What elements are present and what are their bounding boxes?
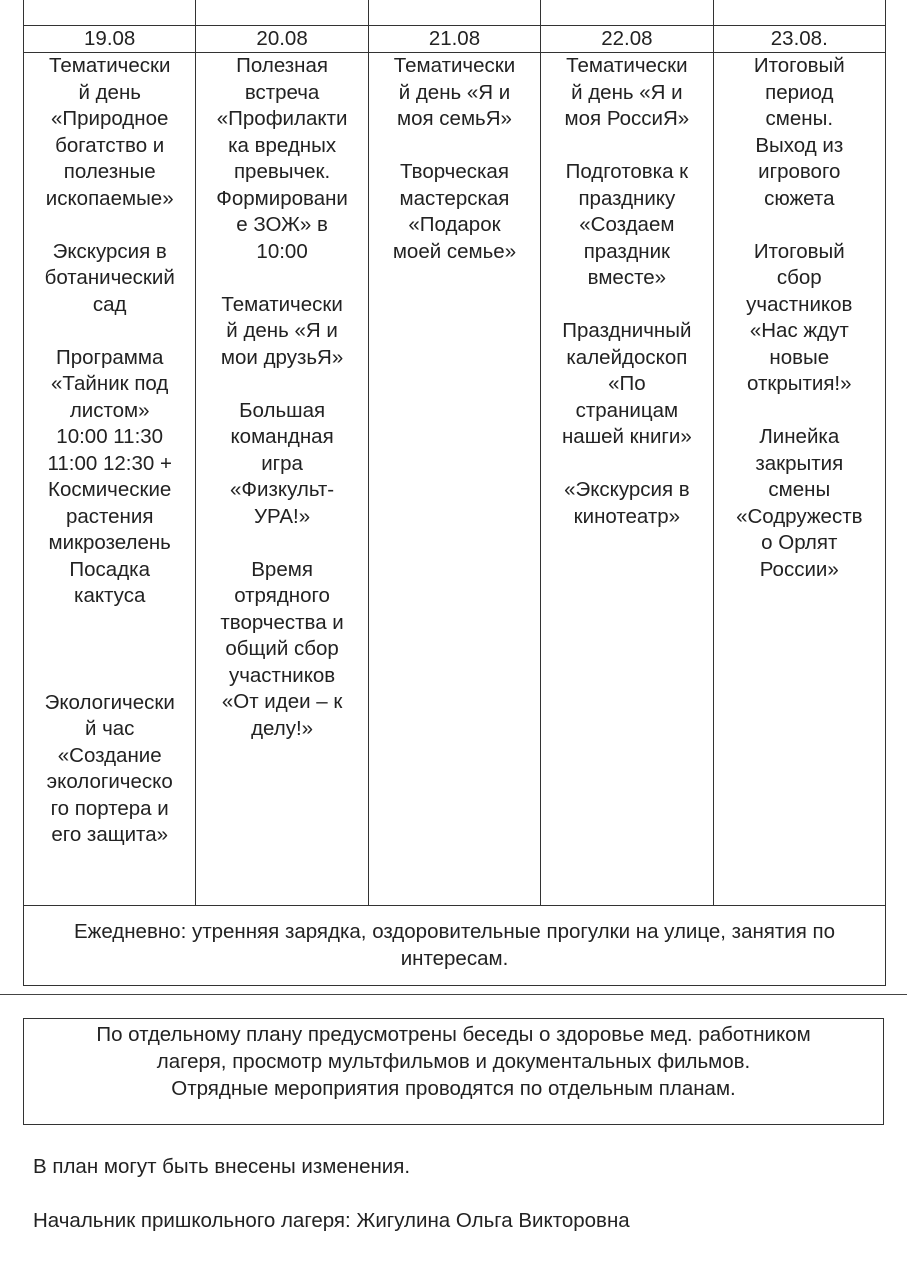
- activity-line: моя семьЯ»: [397, 107, 512, 130]
- activity-line: е ЗОЖ» в: [236, 213, 328, 236]
- activity-line: нашей книги»: [561, 425, 692, 448]
- activity-line: сад: [92, 292, 127, 316]
- activity-line: командная: [230, 425, 334, 448]
- day-cell-22-08: [541, 53, 713, 906]
- activity-line: «Тайник под: [51, 372, 169, 395]
- activity-block: [28, 345, 191, 610]
- activity-line: микрозелень: [48, 531, 171, 554]
- activity-line: Формировани: [216, 186, 348, 210]
- activity-line: й день «Я и: [226, 319, 338, 342]
- activity-block: [545, 53, 708, 133]
- activity-line: «От идеи – к: [221, 690, 343, 713]
- block-spacer: [28, 610, 191, 690]
- activity-block: [718, 424, 881, 583]
- activity-line: России»: [759, 557, 839, 581]
- activity-line: о Орлят: [761, 531, 838, 554]
- activity-line: Полезная: [236, 54, 328, 77]
- block-spacer: [718, 212, 881, 239]
- activity-block: [545, 159, 708, 292]
- block-spacer: [545, 133, 708, 160]
- date-row: [24, 26, 886, 53]
- activity-line: й день «Я и: [571, 80, 683, 104]
- day-cell-23-08: [713, 53, 885, 906]
- daily-row: [24, 906, 886, 986]
- activity-line: Программа: [55, 345, 164, 369]
- activity-block: [28, 239, 191, 319]
- block-spacer: [545, 451, 708, 478]
- block-spacer: [200, 265, 363, 292]
- activity-line: участников: [228, 663, 336, 687]
- activity-line: ископаемые»: [45, 186, 174, 210]
- activity-line: экологическо: [46, 770, 173, 793]
- day-cell-19-08: [24, 53, 196, 906]
- activity-line: листом»: [69, 398, 150, 422]
- note-line: лагеря, просмотр мультфильмов и документальных фильмов.: [156, 1050, 751, 1073]
- horizontal-divider: [0, 994, 907, 995]
- activity-line: Большая: [239, 398, 326, 422]
- table-top-row: [24, 0, 886, 26]
- activity-line: «Экскурсия в: [564, 478, 690, 501]
- activity-line: Творческая: [400, 160, 509, 183]
- activity-line: й день «Я и: [398, 80, 511, 104]
- activity-line: закрытия: [755, 451, 844, 475]
- activity-line: ка вредных: [228, 133, 337, 157]
- activity-line: участников: [746, 292, 853, 316]
- block-spacer: [545, 292, 708, 319]
- block-spacer: [200, 530, 363, 557]
- activity-line: полезные: [63, 160, 156, 183]
- activity-line: Тематически: [221, 292, 343, 316]
- activity-line: й час: [84, 717, 135, 740]
- activity-line: новые: [769, 345, 830, 369]
- activity-line: общий сбор: [225, 637, 339, 660]
- activity-line: растения: [65, 504, 154, 528]
- block-spacer: [373, 133, 536, 160]
- activity-line: 10:00: [256, 239, 308, 263]
- activity-line: вместе»: [587, 266, 667, 289]
- activity-line: 10:00 11:30: [56, 425, 164, 448]
- activity-line: «Содружеств: [736, 504, 863, 528]
- activity-line: Тематически: [566, 54, 688, 77]
- block-spacer: [28, 318, 191, 345]
- activity-line: Выход из: [755, 133, 844, 157]
- activity-line: период: [765, 80, 834, 104]
- note-line: Отрядные мероприятия проводятся по отдельным планам.: [171, 1077, 736, 1100]
- block-spacer: [28, 212, 191, 239]
- activity-line: праздник: [583, 239, 671, 263]
- activity-line: встреча: [244, 80, 320, 104]
- activity-block: [718, 239, 881, 398]
- daily-activities-text: Ежедневно: утренняя зарядка, оздоровительные прогулки на улице, занятия по интересам.: [24, 906, 886, 986]
- block-spacer: [200, 371, 363, 398]
- activity-line: сюжета: [764, 186, 835, 210]
- activity-line: празднику: [578, 186, 676, 210]
- activity-line: УРА!»: [254, 504, 311, 528]
- activity-line: калейдоскоп: [566, 345, 688, 369]
- activity-line: сбор: [776, 266, 822, 289]
- day-cell-21-08: [368, 53, 540, 906]
- activity-line: «Природное: [50, 107, 169, 130]
- activity-line: его защита»: [51, 823, 168, 846]
- signature-line: Начальник пришкольного лагеря: Жигулина Ольга Викторовна: [33, 1209, 630, 1232]
- activity-line: игра: [261, 451, 303, 475]
- note-line: По отдельному плану предусмотрены беседы о здоровье мед. работником: [96, 1023, 811, 1046]
- date-cell: 22.08: [541, 26, 713, 53]
- activity-block: [200, 292, 363, 372]
- activity-block: [373, 159, 536, 265]
- activity-line: смены.: [765, 107, 834, 130]
- activity-line: Экскурсия в: [52, 239, 167, 263]
- activity-block: [200, 557, 363, 743]
- activity-line: Итоговый: [753, 54, 845, 77]
- activity-line: открытия!»: [747, 372, 852, 395]
- changes-note: В план могут быть внесены изменения.: [33, 1155, 411, 1178]
- date-cell: 21.08: [368, 26, 540, 53]
- activity-line: творчества и: [220, 610, 344, 634]
- activities-row: [24, 53, 886, 906]
- activity-line: Время: [251, 557, 313, 581]
- activity-line: Линейка: [759, 425, 840, 448]
- activity-line: мастерская: [399, 186, 510, 210]
- activity-line: кактуса: [74, 584, 146, 607]
- day-cell-20-08: [196, 53, 368, 906]
- activity-line: страницам: [575, 398, 679, 422]
- activity-line: Тематически: [48, 54, 171, 77]
- block-spacer: [718, 398, 881, 425]
- activity-block: [545, 318, 708, 451]
- date-cell: 19.08: [24, 26, 196, 53]
- activity-line: кинотеатр»: [573, 504, 681, 528]
- activity-block: [545, 477, 708, 530]
- activity-line: «Профилакти: [216, 107, 348, 130]
- activity-line: Посадка: [69, 557, 150, 581]
- activity-line: ботанический: [44, 266, 175, 289]
- activity-block: [28, 53, 191, 212]
- activity-line: смены: [768, 478, 831, 501]
- activity-block: [718, 53, 881, 212]
- activity-line: Тематически: [393, 54, 516, 77]
- activity-line: Итоговый: [753, 239, 845, 263]
- date-cell: 23.08.: [713, 26, 885, 53]
- date-cell: 20.08: [196, 26, 368, 53]
- activity-line: «Создание: [57, 743, 162, 767]
- activity-line: игрового: [758, 160, 841, 183]
- activity-line: Экологически: [44, 690, 175, 714]
- activity-block: [373, 53, 536, 133]
- activity-block: [28, 690, 191, 849]
- activity-line: мои друзьЯ»: [220, 345, 344, 369]
- activity-block: [200, 398, 363, 531]
- activity-line: «Подарок: [408, 213, 501, 236]
- activity-line: Подготовка к: [565, 160, 689, 183]
- activity-block: [200, 53, 363, 265]
- activity-line: «Создаем: [579, 213, 675, 236]
- activity-line: моей семье»: [392, 239, 517, 263]
- notes-box: [23, 1018, 884, 1125]
- activity-line: го портера и: [50, 796, 169, 820]
- activity-line: делу!»: [251, 716, 314, 740]
- schedule-table: [23, 0, 886, 986]
- activity-line: Космические: [48, 478, 172, 501]
- activity-line: превычек.: [233, 160, 331, 183]
- activity-line: й день: [78, 80, 141, 104]
- activity-line: богатство и: [55, 133, 165, 157]
- activity-line: Праздничный: [562, 319, 692, 342]
- activity-line: 11:00 12:30 +: [47, 451, 172, 475]
- activity-line: моя РоссиЯ»: [564, 107, 690, 130]
- activity-line: «Физкульт-: [230, 478, 335, 501]
- activity-line: отрядного: [234, 584, 330, 607]
- activity-line: «Нас ждут: [749, 319, 849, 342]
- activity-line: «По: [608, 372, 646, 395]
